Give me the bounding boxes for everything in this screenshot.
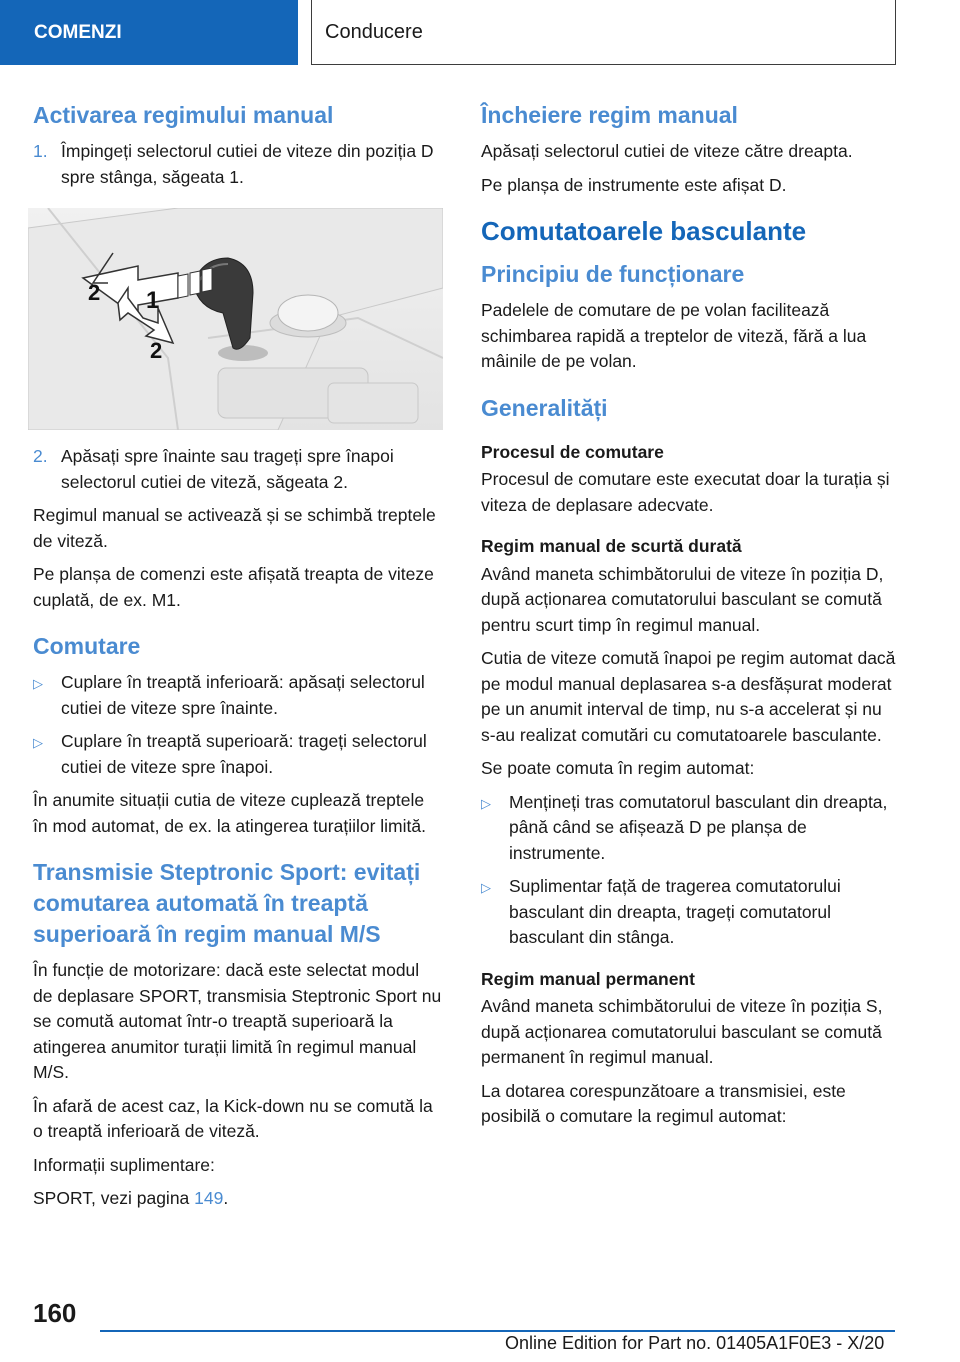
paragraph: Cutia de viteze comută înapoi pe regim automat dacă pe modul manual deplasarea s-a desfășurat moderat pe un anumit interval de timp, nu s-a accelerat și nu s-au realizat comutări cu comutatoarele basculante. [481, 648, 896, 745]
arrow-label-2-bottom: 2 [150, 338, 163, 363]
paragraph: Având maneta schimbătorului de viteze în poziția S, după acționarea comutatorului basculant se comută permanent în regimul manual. [481, 996, 883, 1067]
paragraph: În afară de acest caz, la Kick-down nu se comută la o treaptă inferioară de viteză. [33, 1095, 433, 1141]
subheading-permanent-manual: Regim manual permanent [481, 968, 695, 989]
paragraph: Pe planșa de comenzi este afișată treapta de viteze cuplată, de ex. M1. [33, 564, 434, 610]
bullet-item [33, 670, 443, 721]
section-title: Conducere [311, 0, 896, 65]
subheading-shift-process: Procesul de comutare [481, 441, 664, 462]
right-column [481, 100, 896, 1138]
heading-end-manual: Încheiere regim manual [481, 102, 738, 128]
paragraph [33, 1186, 443, 1212]
page-number: 160 [33, 1298, 77, 1328]
triangle-bullet-icon: ▷ [481, 880, 491, 895]
bullet-item [33, 729, 443, 780]
gear-selector-drawing [28, 208, 443, 430]
heading-shifting: Comutare [33, 633, 141, 659]
left-column [33, 100, 443, 1220]
step-text: Apăsați spre înainte sau trageți spre înapoi selectorul cutiei de viteză, săgeata 2. [61, 446, 394, 492]
bullet-text: Mențineți tras comutatorul basculant din dreapta, până când se afișează D pe planșa de instrumente. [509, 791, 888, 863]
reference-text: SPORT, vezi pagina [33, 1188, 195, 1208]
footer-divider [100, 1330, 895, 1332]
paragraph: În funcție de motorizare: dacă este selectat modul de deplasare SPORT, transmisia Steptronic Sport nu se comută automat într-o treaptă superioară la atingerea anumitor turații limită în regimul manual M/S. [33, 960, 442, 1082]
paragraph: La dotarea corespunzătoare a transmisiei, este posibilă o comutare la regimul automat: [481, 1080, 846, 1126]
bullet-text: Cuplare în treaptă inferioară: apăsați selectorul cutiei de viteze spre înainte. [61, 672, 425, 718]
arrow-label-2-top: 2 [88, 280, 101, 305]
paragraph: Informații suplimentare: [33, 1154, 215, 1175]
page-link[interactable]: 149 [194, 1188, 224, 1208]
bullet-text: Suplimentar față de tragerea comutatorului basculant din dreapta, trageți comutatorul basculant din stânga. [509, 876, 841, 947]
step-1 [33, 139, 443, 190]
triangle-bullet-icon: ▷ [33, 676, 43, 691]
paragraph: Procesul de comutare este executat doar la turația și viteza de deplasare adecvate. [481, 469, 890, 515]
step-number: 1. [33, 141, 48, 161]
paragraph: În anumite situații cutia de viteze cuplează treptele în mod automat, de ex. la atingerea turațiilor limită. [33, 790, 426, 836]
step-text: Împingeți selectorul cutiei de viteze din poziția D spre stânga, săgeata 1. [61, 141, 434, 187]
chapter-tab: COMENZI [0, 0, 298, 65]
paragraph: Apăsați selectorul cutiei de viteze către dreapta. [481, 141, 853, 161]
triangle-bullet-icon: ▷ [33, 735, 43, 750]
heading-paddles: Comutatoarele basculante [481, 216, 807, 246]
step-2 [33, 444, 443, 495]
bullet-text: Cuplare în treaptă superioară: trageți selectorul cutiei de viteze spre înapoi. [61, 731, 427, 777]
step-number: 2. [33, 446, 48, 466]
bullet-item [481, 874, 896, 951]
triangle-bullet-icon: ▷ [481, 795, 491, 811]
paragraph: Se poate comuta în regim automat: [481, 758, 755, 778]
paragraph: Pe planșa de instrumente este afișat D. [481, 174, 787, 195]
heading-general: Generalități [481, 394, 608, 421]
reference-suffix: . [223, 1188, 229, 1208]
arrow-label-1: 1 [146, 287, 160, 314]
gear-selector-illustration [28, 208, 443, 430]
heading-principle: Principiu de funcționare [481, 261, 745, 287]
paragraph: Regimul manual se activează și se schimbă treptele de viteză. [33, 505, 436, 551]
subheading-short-manual: Regim manual de scurtă durată [481, 536, 742, 556]
footer-edition: Online Edition for Part no. 01405A1F0E3 - X/20 [505, 1333, 885, 1353]
bullet-item [481, 790, 896, 867]
paragraph: Padelele de comutare de pe volan facilitează schimbarea rapidă a treptelor de viteză, fără a lua mâinile de pe volan. [481, 300, 867, 371]
paragraph: Având maneta schimbătorului de viteze în poziția D, după acționarea comutatorului basculant se comută pentru scurt timp în regimul manual. [481, 563, 884, 635]
heading-steptronic: Transmisie Steptronic Sport: evitați comutarea automată în treaptă superioară în regim manual M/S [33, 859, 421, 947]
heading-manual-activation: Activarea regimului manual [33, 102, 334, 128]
